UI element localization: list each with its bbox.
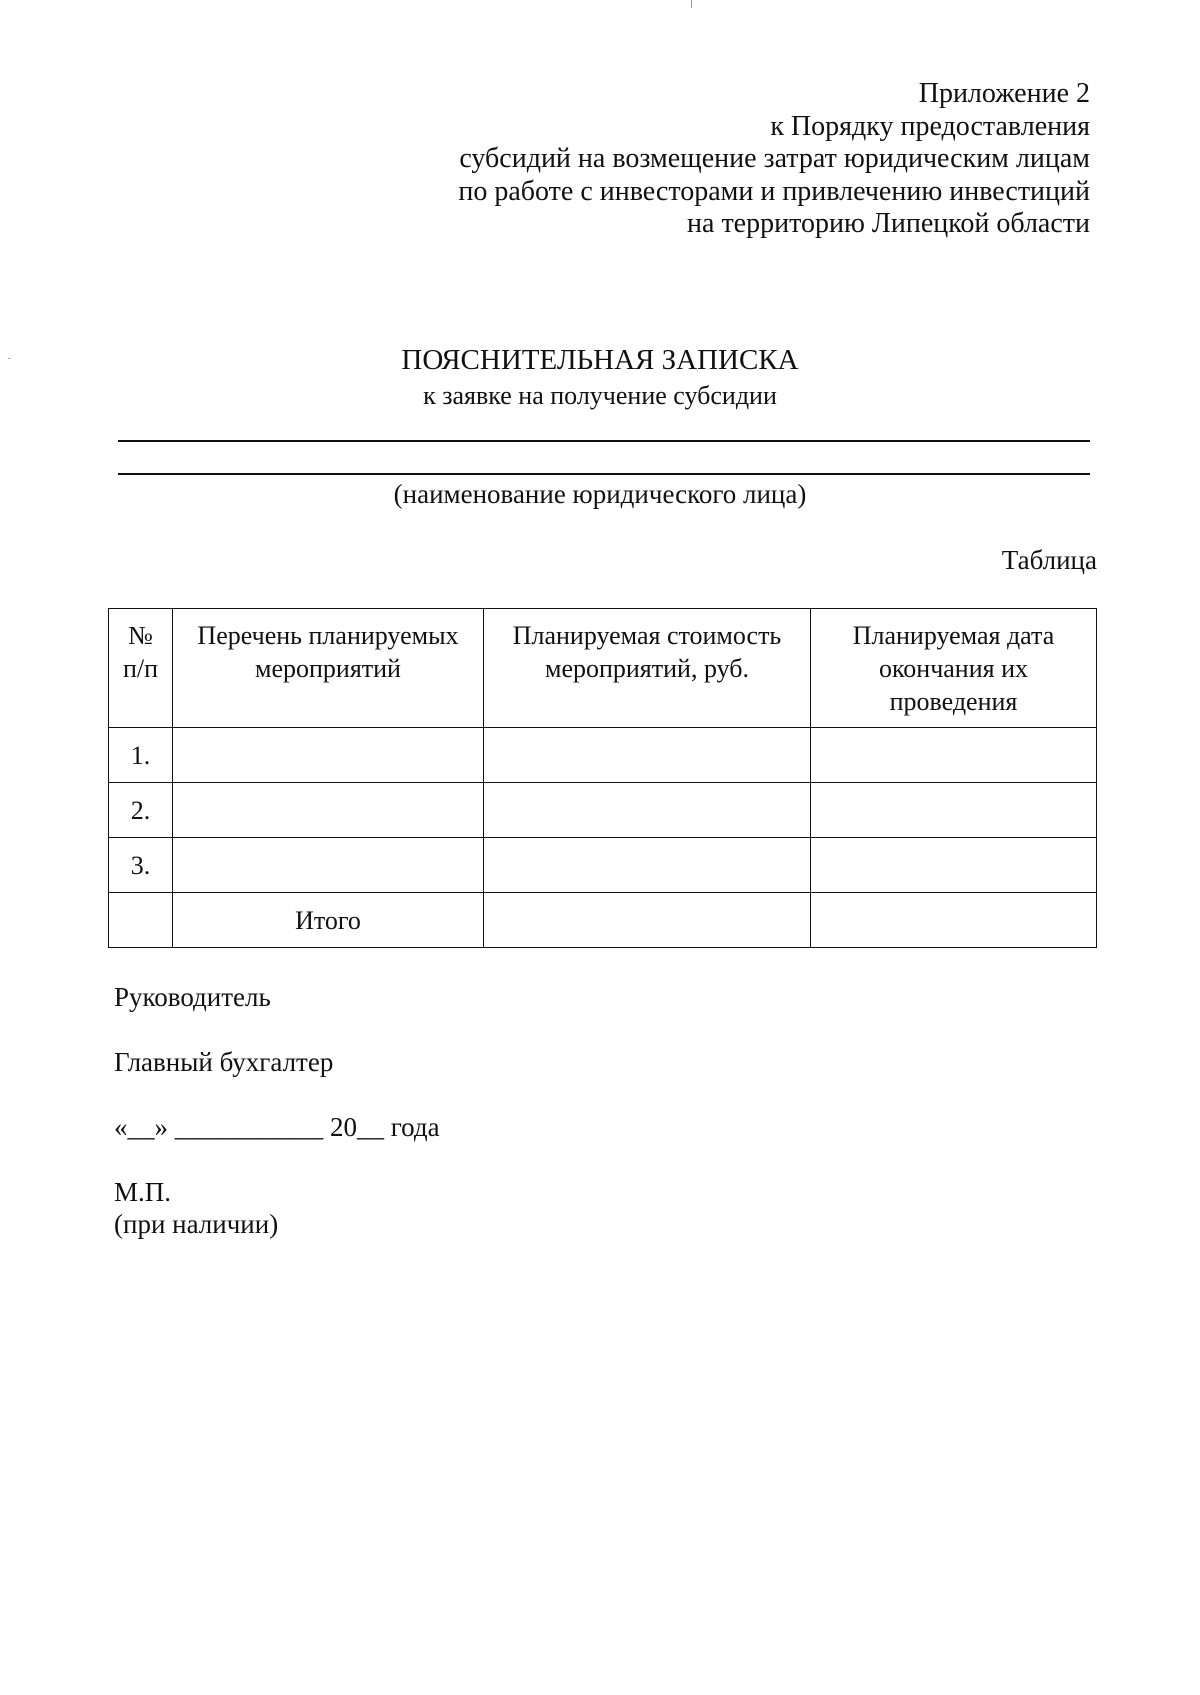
- table-row: [109, 783, 1097, 838]
- total-cost-cell: [484, 893, 811, 948]
- row-number: 3.: [109, 838, 173, 893]
- header-cost: [484, 609, 811, 728]
- appendix-header: [458, 78, 1090, 241]
- cost-cell: [484, 783, 811, 838]
- table-header-row: [109, 609, 1097, 728]
- cost-cell: [484, 728, 811, 783]
- activities-table: [108, 608, 1097, 948]
- total-label: Итого: [173, 893, 484, 948]
- header-text: окончания их: [878, 654, 1029, 683]
- header-text: Планируемая дата: [852, 621, 1055, 650]
- table-label: Таблица: [1001, 545, 1097, 575]
- row-number: 2.: [109, 783, 173, 838]
- date-cell: [811, 838, 1097, 893]
- header-text: Планируемая стоимость: [512, 621, 782, 650]
- header-date: [811, 609, 1097, 728]
- table-row: [109, 838, 1097, 893]
- header-number: [109, 609, 173, 728]
- row-number: 1.: [109, 728, 173, 783]
- activity-cell: [173, 838, 484, 893]
- head-signature-label: Руководитель: [114, 982, 271, 1012]
- appendix-line: на территорию Липецкой области: [687, 208, 1090, 239]
- header-text: проведения: [889, 687, 1018, 716]
- date-cell: [811, 728, 1097, 783]
- entity-name-line: [118, 440, 1090, 442]
- table-total-row: [109, 893, 1097, 948]
- header-text: мероприятий, руб.: [544, 654, 749, 683]
- appendix-line: по работе с инвесторами и привлечению инвестиций: [458, 175, 1090, 207]
- entity-name-line: [118, 473, 1090, 475]
- scan-mark: [691, 0, 692, 8]
- header-text: №: [128, 621, 153, 650]
- cost-cell: [484, 838, 811, 893]
- appendix-line: к Порядку предоставления: [770, 110, 1090, 142]
- appendix-line: Приложение 2: [918, 78, 1090, 109]
- header-text: п/п: [122, 654, 159, 683]
- activity-cell: [173, 783, 484, 838]
- accountant-signature-label: Главный бухгалтер: [114, 1047, 334, 1077]
- entity-name-caption: (наименование юридического лица): [393, 479, 807, 509]
- activity-cell: [173, 728, 484, 783]
- stamp-note: (при наличии): [114, 1209, 279, 1239]
- header-text: Перечень планируемых: [197, 621, 459, 650]
- header-text: мероприятий: [255, 654, 401, 683]
- document-title: ПОЯСНИТЕЛЬНАЯ ЗАПИСКА: [401, 344, 799, 376]
- document-subtitle: к заявке на получение субсидии: [423, 381, 777, 410]
- date-cell: [811, 783, 1097, 838]
- total-date-cell: [811, 893, 1097, 948]
- date-line: «__» ___________ 20__ года: [114, 1112, 440, 1142]
- total-number-cell: [109, 893, 173, 948]
- stamp-label: М.П.: [114, 1177, 172, 1207]
- appendix-line: субсидий на возмещение затрат юридическим лицам: [459, 143, 1090, 174]
- table-row: [109, 728, 1097, 783]
- header-activities: [173, 609, 484, 728]
